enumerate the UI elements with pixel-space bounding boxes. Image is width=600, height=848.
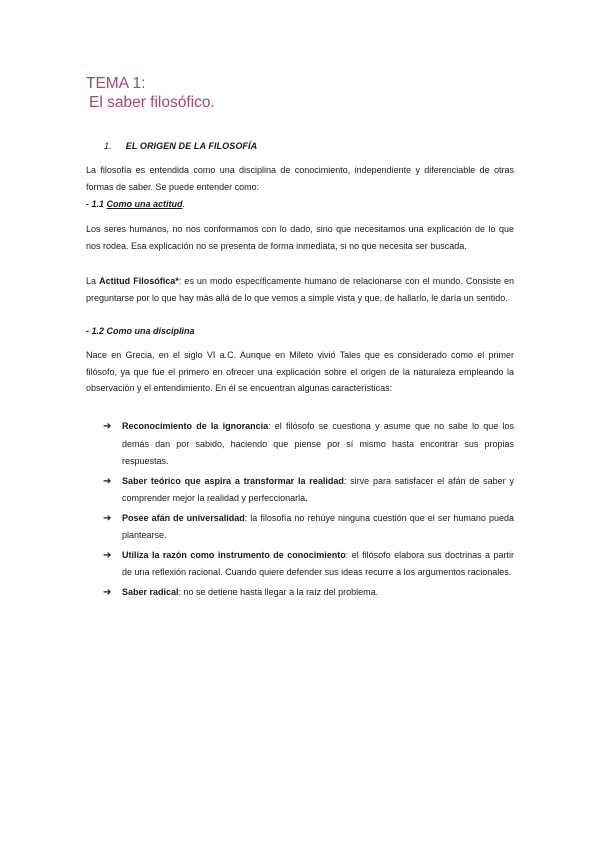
subsection-title: Como una actitud — [106, 199, 183, 209]
intro-paragraph: La filosofía es entendida como una disciplina de conocimiento, independiente y diferenciable de otras formas de saber. Se puede entender como: — [86, 165, 514, 192]
subsection-actitud-heading — [86, 199, 185, 209]
list-item-text: : el filósofo elabora sus doctrinas a partir de una reflexión racional. Cuando quiere defender sus ideas recurre a los argumentos racionales. — [122, 549, 514, 577]
list-item-term: Utiliza la razón como instrumento de conocimiento — [122, 549, 346, 560]
arrow-icon: ➔ — [103, 586, 112, 598]
characteristics-list — [103, 418, 514, 603]
list-item — [103, 584, 514, 602]
paragraph-lead: La — [86, 276, 100, 286]
list-item-text: : no se detiene hasta llegar a la raíz del problema. — [178, 586, 379, 597]
list-item-text: : la filosofía no rehúye ninguna cuestión que el ser humano pueda plantearse. — [122, 512, 514, 540]
arrow-icon: ➔ — [103, 549, 112, 561]
topic-number: TEMA 1: — [86, 75, 146, 92]
list-item-text: : el filósofo se cuestiona y asume que no sabe lo que los demás dan por sabido, haciendo que piense por sí mismo hasta encontrar sus propias respuestas. — [122, 421, 514, 466]
subsection-prefix: - 1.1 — [86, 199, 107, 209]
paragraph-term: Actitud Filosófica* — [99, 276, 179, 286]
list-item-text: : sirve para satisfacer el afán de saber y comprender mejor la realidad y perfeccionarla. — [122, 475, 514, 503]
title-block — [86, 74, 215, 112]
list-item-term: Saber teórico que aspira a transformar la realidad — [122, 475, 344, 486]
topic-title: El saber filosófico. — [89, 94, 215, 111]
list-item-term: Posee afán de universalidad — [122, 512, 245, 523]
list-item — [103, 547, 514, 582]
list-item-term: Reconocimiento de la ignorancia — [122, 421, 269, 431]
section-number: 1. — [104, 141, 112, 151]
actitud-paragraph: Los seres humanos, no nos conformamos con lo dado, sino que necesitamos una explicación de lo que nos rodea. Esa explicación no se presenta de forma inmediata, si no que necesita ser buscada. — [86, 224, 514, 251]
section-heading — [104, 141, 257, 151]
list-item-term: Saber radical — [122, 586, 179, 597]
paragraph-rest: : es un modo específicamente humano de relacionarse con el mundo. Consiste en preguntarse por lo que hay más allá de lo que vemos a simple vista y que, de hallarlo, le daría un sentido. — [86, 276, 514, 303]
list-item — [103, 473, 514, 508]
actitud-filosofica-paragraph — [86, 273, 514, 306]
disciplina-paragraph: Nace en Grecia, en el siglo VI a.C. Aunque en Mileto vivió Tales que es considerado como el primer filósofo, ya que fue el primero en ofrecer una explicación sobre el origen de la naturaleza empleando la observación y el entendimiento. En él se encuentran algunas características: — [86, 350, 514, 393]
arrow-icon: ➔ — [103, 421, 112, 432]
subsection-period: . — [182, 199, 186, 209]
arrow-icon: ➔ — [103, 475, 112, 487]
section-title: EL ORIGEN DE LA FILOSOFÍA — [125, 141, 258, 151]
arrow-icon: ➔ — [103, 512, 112, 524]
subsection-disciplina-heading: - 1.2 Como una disciplina — [86, 326, 195, 336]
list-item — [103, 510, 514, 545]
list-item — [103, 418, 514, 471]
